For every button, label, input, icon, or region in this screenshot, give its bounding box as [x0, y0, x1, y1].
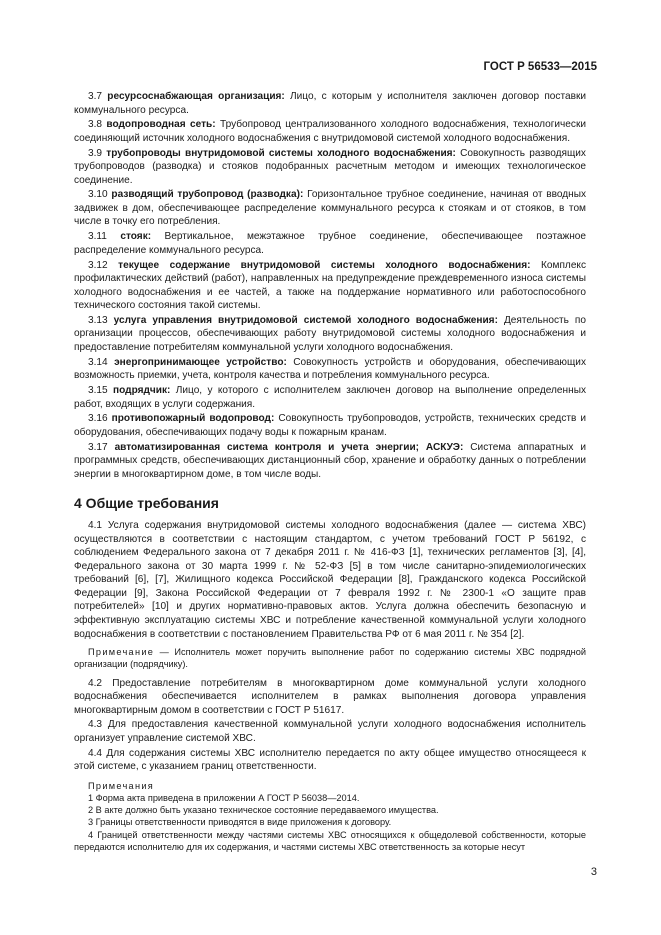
document-header: ГОСТ Р 56533—2015 [483, 61, 597, 73]
definition-number: 3.16 [88, 413, 108, 425]
definition-number: 3.12 [88, 259, 108, 271]
definition-number: 3.17 [88, 441, 108, 453]
definition-item [74, 356, 586, 383]
notes-label: Примечания [88, 780, 155, 791]
definition-number: 3.14 [88, 356, 108, 368]
definition-term: подрядчик: [113, 384, 171, 396]
definition-number: 3.8 [88, 119, 103, 131]
definition-item [74, 384, 586, 411]
definition-text: Совокупность разводящих трубопроводов (разводка) и стояков подобранных расчетным методом и имеющих технологическое соединение. [74, 147, 586, 186]
definition-text: Совокупность устройств и оборудования, обеспечивающих возможность приемки, учета, контроля качества и потребления коммунального ресурса. [74, 356, 586, 382]
definition-term: автоматизированная система контроля и учета энергии; АСКУЭ: [114, 441, 464, 453]
definition-number: 3.10 [88, 189, 108, 201]
definition-number: 3.13 [88, 314, 108, 326]
page-content [74, 90, 586, 853]
note-item: 4 Границей ответственности между частями системы ХВС относящихся к общедолевой собственности, которые передаются исполнителю для их содержания, и частями системы ХВС ответственность за которые несут [74, 829, 586, 852]
definition-text: Совокупность трубопроводов, устройств, технических средств и оборудования, обеспечивающих подачу воды к пожарным кранам. [74, 413, 586, 438]
definition-term: противопожарный водопровод: [111, 413, 275, 425]
definition-number: 3.15 [88, 384, 108, 396]
definition-item [74, 314, 586, 355]
definition-item [74, 90, 586, 117]
definition-text: Вертикальное, межэтажное трубное соединение, обеспечивающее поэтажное распределение коммунального ресурса. [74, 231, 586, 256]
definition-item [74, 412, 586, 439]
definition-text: Лицо, у которого с исполнителем заключен договор на выполнение определенных работ, входящих в услуги содержания. [74, 384, 586, 410]
definition-term: энергопринимающее устройство: [114, 356, 287, 368]
page-number: 3 [590, 866, 597, 878]
definition-term: текущее содержание внутридомовой системы холодного водоснабжения: [118, 259, 531, 271]
definition-number: 3.9 [88, 147, 103, 159]
definition-term: водопроводная сеть: [106, 119, 216, 131]
definition-text: Комплекс профилактических действий (работ), направленных на предупреждение преждевременного износа системы холодного водоснабжения и ее частей, а также на поддержание нормативного или работоспособного технического состояния такой системы. [74, 259, 587, 312]
note-label: Примечание [88, 647, 155, 658]
definition-item [74, 230, 586, 257]
definition-text: Лицо, с которым у исполнителя заключен договор поставки коммунального ресурса. [74, 91, 586, 116]
note [74, 646, 586, 670]
section-title: 4 Общие требования [74, 495, 219, 512]
definition-text: Система аппаратных и программных средств, обеспечивающих дистанционный сбор, хранение и обработку данных о потреблении энергии в многоквартирном доме, в том числе воды. [74, 441, 587, 480]
note-item: 3 Границы ответственности приводятся в виде приложения к договору. [88, 817, 392, 828]
note-item: 1 Форма акта приведена в приложении А ГОСТ Р 56038—2014. [88, 792, 360, 803]
notes-block [74, 780, 586, 853]
definition-term: услуга управления внутридомовой системой холодного водоснабжения: [113, 314, 498, 326]
note-item: 2 В акте должно быть указано техническое состояние передаваемого имущества. [88, 805, 439, 816]
paragraph-4-4: 4.4 Для содержания системы ХВС исполнителю передается по акту общее имущество относящееся к этой системе, с указанием границ ответственности. [74, 747, 586, 773]
definition-item [74, 259, 586, 313]
definitions-list [74, 90, 586, 481]
definition-term: ресурсоснабжающая организация: [107, 91, 285, 102]
definition-text: Трубопровод централизованного холодного водоснабжения, технологически соединяющий источник холодного водоснабжения с внутридомовой системой холодного водоснабжения. [74, 119, 586, 144]
definition-item [74, 188, 586, 229]
definition-item [74, 118, 586, 145]
definition-term: стояк: [120, 231, 152, 243]
note-text: — Исполнитель может поручить выполнение работ по содержанию системы ХВС подрядной организации (подрядчику). [74, 647, 586, 670]
definition-term: трубопроводы внутридомовой системы холодного водоснабжения: [106, 147, 456, 159]
definition-item [74, 147, 586, 188]
paragraph-4-1: 4.1 Услуга содержания внутридомовой системы холодного водоснабжения (далее — система ХВС) осуществляются в соответствии с настоящим стандартом, с учетом требований ГОСТ Р 56192, с соблюдением Федерального закона от 7 декабря 2011 г. № 416-ФЗ [1], технических регламентов [3], [4], Федерального закона от 30 марта 1999 г. № 52-ФЗ [5] в том числе санитарно-эпидемиологических требований [6], [7], Жилищного кодекса Российской Федерации [8], Гражданского кодекса Российской Федерации [9], Закона Российской Федерации от 7 февраля 1992 г. № 2300-1 «О защите прав потребителей» [10] и других нормативно-правовых актов. Услуга должна обеспечить безопасную и эффективную эксплуатацию системы ХВС и потребление качественной коммунальной услуги холодного водоснабжения в соответствии с постановлением Правительства РФ от 6 мая 2011 г. № 354 [2]. [74, 520, 586, 640]
paragraph-4-2: 4.2 Предоставление потребителям в многоквартирном доме коммунальной услуги холодного водоснабжения обеспечивается исполнителем в рамках выполнения договора управления многоквартирным домом в соответствии с ГОСТ Р 51617. [74, 677, 586, 716]
definition-item [74, 441, 586, 482]
definition-term: разводящий трубопровод (разводка): [111, 189, 304, 201]
definition-text: Горизонтальное трубное соединение, начиная от вводных задвижек в дом, обеспечивающее распределение коммунального ресурса к стоякам и от стояков, в том числе в точку его потребления. [74, 189, 586, 228]
definition-number: 3.7 [88, 91, 103, 102]
paragraph-4-3: 4.3 Для предоставления качественной коммунальной услуги холодного водоснабжения исполнитель организует управление системой ХВС. [74, 719, 586, 744]
definition-text: Деятельность по организации процессов, обеспечивающих работу внутридомовой системы холодного водоснабжения и предоставление потребителям коммунальной услуги холодного водоснабжения. [74, 314, 586, 353]
definition-number: 3.11 [88, 231, 107, 243]
